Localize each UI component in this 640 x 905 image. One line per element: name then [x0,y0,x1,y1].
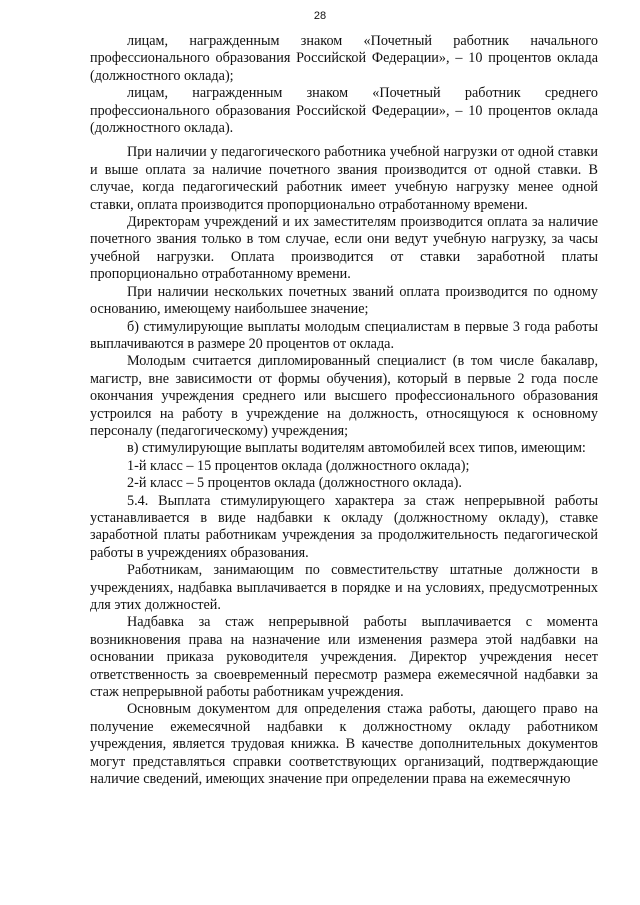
paragraph-bonus-start: Надбавка за стаж непрерывной работы выплачивается с момента возникновения права на назначение или изменения размера этой надбавки на основании приказа руководителя учреждения. Директор учреждения несет ответственность за своевременный пересмотр размера ежемесячной надбавки за стаж непрерывной работы работникам учреждения. [90,614,598,701]
paragraph-class-2: 2-й класс – 5 процентов оклада (должностного оклада). [127,475,462,492]
paragraph-section-5-4: 5.4. Выплата стимулирующего характера за стаж непрерывной работы устанавливается в виде надбавки к окладу (должностному окладу), ставке заработной платы работникам учреждения за продолжительность педагогической работы в учреждениях образования. [90,492,598,561]
page-number: 28 [313,10,327,22]
paragraph-award-primary: лицам, награжденным знаком «Почетный работник начального профессионального образования Российской Федерации», – 10 процентов оклада (должностного оклада); [90,33,598,84]
paragraph-class-1: 1-й класс – 15 процентов оклада (должностного оклада); [127,457,470,474]
paragraph-award-secondary: лицам, награжденным знаком «Почетный работник среднего профессионального образования Российской Федерации», – 10 процентов оклада (должностного оклада). [90,85,598,137]
paragraph-young-definition: Молодым считается дипломированный специалист (в том числе бакалавр, магистр, вне зависимости от формы обучения), который в первые 2 года после окончания учреждения среднего или высшего профессионального образования устроился на работу в учреждение на должность, относящуюся к основному персоналу (педагогическому) учреждения; [90,353,598,439]
paragraph-main-document: Основным документом для определения стажа работы, дающего право на получение ежемесячной надбавки к должностному окладу работником учреждения, является трудовая книжка. В качестве дополнительных документов могут представляться справки соответствующих организаций, подтверждающие наличие сведений, имеющих значение при определении права на ежемесячную [90,701,598,788]
paragraph-teaching-load: При наличии у педагогического работника учебной нагрузки от одной ставки и выше оплата за наличие почетного звания производится от одной ставки. В случае, когда педагогический работник имеет учебную нагрузку менее одной ставки, оплата производится пропорционально отработанному времени. [90,144,598,213]
paragraph-directors: Директорам учреждений и их заместителям производится оплата за наличие почетного звания только в том случае, если они ведут учебную нагрузку, за часы учебной нагрузки. Оплата производится от ставки заработной платы пропорционально отработанному времени. [90,214,598,283]
paragraph-drivers: в) стимулирующие выплаты водителям автомобилей всех типов, имеющим: [127,440,586,457]
paragraph-young-specialists: б) стимулирующие выплаты молодым специалистам в первые 3 года работы выплачиваются в размере 20 процентов от оклада. [90,318,598,352]
paragraph-part-time: Работникам, занимающим по совместительству штатные должности в учреждениях, надбавка выплачивается в порядке и на условиях, предусмотренных для этих должностей. [90,562,598,613]
paragraph-multiple-titles: При наличии нескольких почетных званий оплата производится по одному основанию, имеющему наибольшее значение; [90,283,598,318]
document-body [90,33,598,788]
